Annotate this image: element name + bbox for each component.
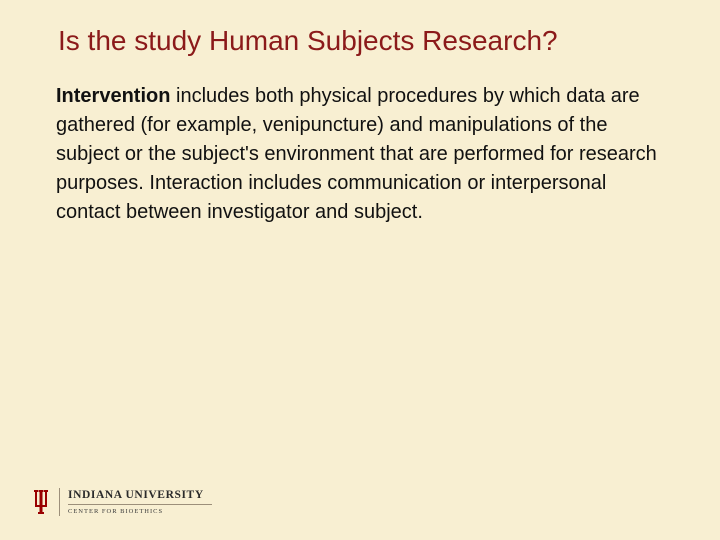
slide-title: Is the study Human Subjects Research? <box>58 25 558 56</box>
university-name: INDIANA UNIVERSITY <box>68 488 204 501</box>
term-intervention: Intervention <box>56 85 171 107</box>
body-text-content: includes both physical procedures by which data are gathered (for example, venipuncture) and manipulations of the subject or the subject's environment that are performed for research purposes. Interaction includes communication or interpersonal contact between investigator and subject. <box>56 85 657 223</box>
center-name: CENTER FOR BIOETHICS <box>68 507 164 515</box>
logo-rule <box>68 504 212 505</box>
iu-footer-logo <box>30 487 212 517</box>
iu-trident-icon <box>30 487 52 517</box>
slide-body-text <box>56 82 676 227</box>
logo-wordmark <box>68 489 212 516</box>
logo-divider <box>59 488 60 516</box>
